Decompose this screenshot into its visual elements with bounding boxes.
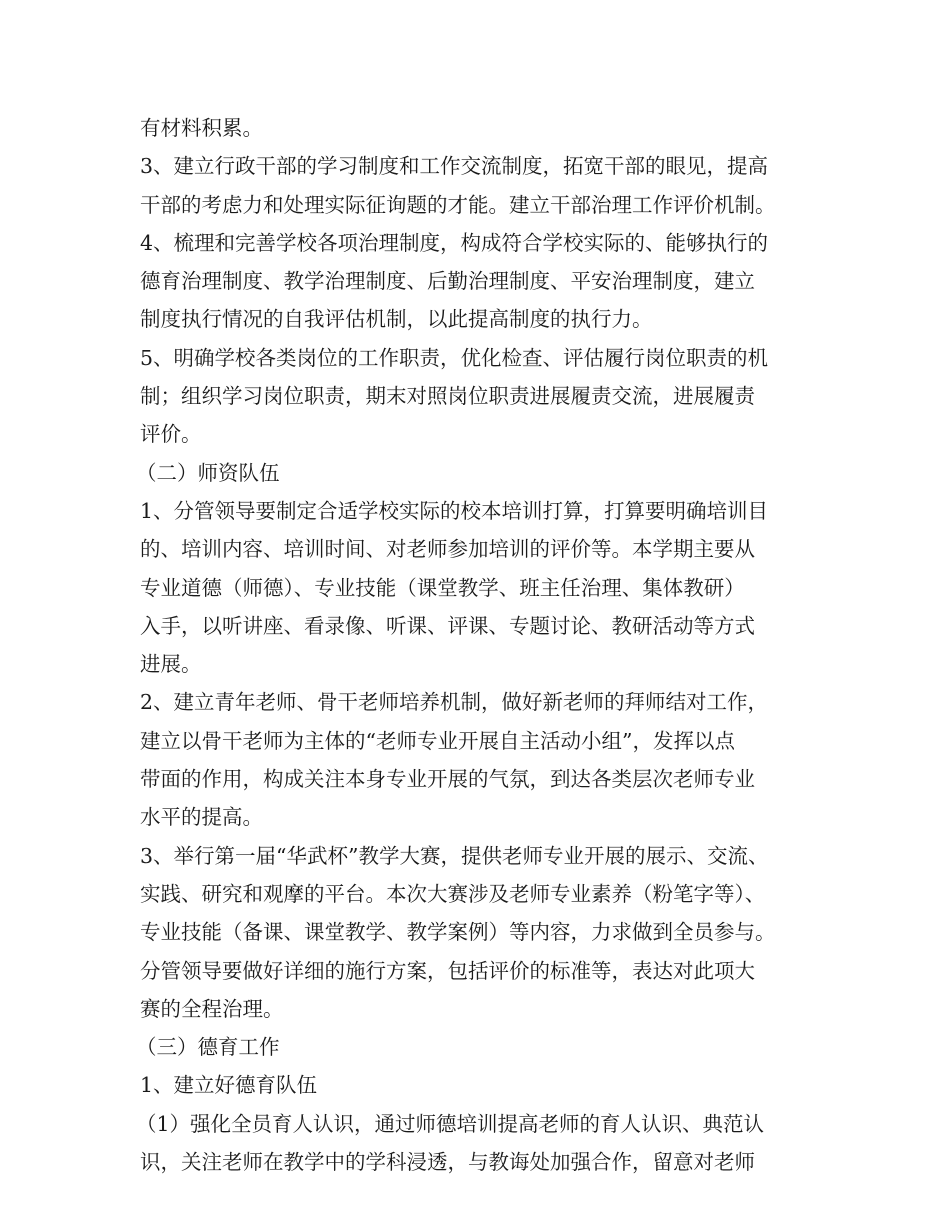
text-line: 专业技能（备课、课堂教学、教学案例）等内容，力求做到全员参与。 [140, 920, 776, 945]
text-line: （1）强化全员育人认识，通过师德培训提高老师的育人认识、典范认 [136, 1111, 765, 1136]
text-line: 5、明确学校各类岗位的工作职责，优化检查、评估履行岗位职责的机 [140, 345, 769, 370]
text-line: 识，关注老师在教学中的学科浸透，与教诲处加强合作，留意对老师 [140, 1150, 755, 1175]
section-heading: （二）师资队伍 [136, 460, 280, 485]
text-line: 制；组织学习岗位职责，期末对照岗位职责进展履责交流，进展履责 [140, 384, 755, 409]
text-line: 德育治理制度、教学治理制度、后勤治理制度、平安治理制度，建立 [140, 269, 755, 294]
text-line: 1、分管领导要制定合适学校实际的校本培训打算，打算要明确培训目 [140, 498, 769, 523]
text-line: 4、梳理和完善学校各项治理制度，构成符合学校实际的、能够执行的 [140, 230, 769, 255]
text-line: 制度执行情况的自我评估机制，以此提高制度的执行力。 [140, 307, 653, 332]
text-line: 建立以骨干老师为主体的“老师专业开展自主活动小组”，发挥以点 [140, 728, 735, 753]
text-line: 3、举行第一届“华武杯”教学大赛，提供老师专业开展的展示、交流、 [140, 843, 769, 868]
text-line: 分管领导要做好详细的施行方案，包括评价的标准等，表达对此项大 [140, 958, 755, 983]
text-line: 评价。 [140, 422, 202, 447]
text-line: 水平的提高。 [140, 805, 263, 830]
text-line: 3、建立行政干部的学习制度和工作交流制度，拓宽干部的眼见，提高 [140, 154, 769, 179]
text-line: 带面的作用，构成关注本身专业开展的气氛，到达各类层次老师专业 [140, 767, 755, 792]
text-line: 实践、研究和观摩的平台。本次大赛涉及老师专业素养（粉笔字等）、 [140, 881, 766, 906]
text-line: 赛的全程治理。 [140, 996, 284, 1021]
text-line: 2、建立青年老师、骨干老师培养机制，做好新老师的拜师结对工作， [140, 690, 769, 715]
text-line: 干部的考虑力和处理实际征询题的才能。建立干部治理工作评价机制。 [140, 192, 776, 217]
document-body [136, 109, 830, 1181]
text-line: 1、建立好德育队伍 [140, 1073, 318, 1098]
text-line: 进展。 [140, 652, 202, 677]
text-line: 的、培训内容、培训时间、对老师参加培训的评价等。本学期主要从 [140, 537, 755, 562]
text-line: 有材料积累。 [140, 116, 263, 140]
section-heading: （三）德育工作 [136, 1035, 280, 1060]
text-line: 入手，以听讲座、看录像、听课、评课、专题讨论、教研活动等方式 [140, 613, 755, 638]
text-line: 专业道德（师德）、专业技能（课堂教学、班主任治理、集体教研） [140, 575, 745, 600]
